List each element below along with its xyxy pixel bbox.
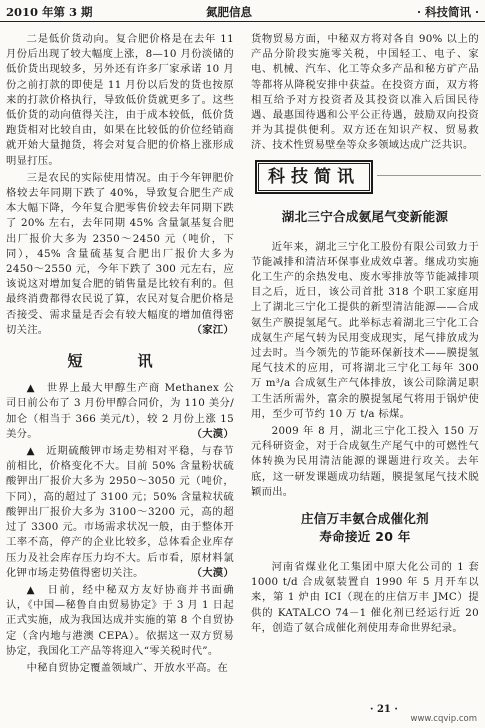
source-credit: （家江） xyxy=(191,323,234,336)
header-rule xyxy=(0,21,485,22)
page-number: · 21 · xyxy=(370,704,398,715)
page-header xyxy=(0,0,485,22)
issue-label: 2010 年第 3 期 xyxy=(6,5,93,19)
paragraph-text: 三是农民的实际使用情况。由于今年钾肥价格较去年同期下跌了 40%，导致复合肥生产成本大幅下降，今年复合肥零售价较去年同期下跌了 20% 左右，去年同期 45% 含量氯基复合肥出厂报价大多为 2350～2450 元（吨价，下同），45% 含量硫基复合肥出厂报价大多为 2450～2550 元，今年下跌了 300 元左右，应该说这对增加复合肥的销售量是比较有利的。但最终消费都得农民说了算，农民对复合肥价格是否接受、需求量是否会有较大幅度的增加值得密切关注。 xyxy=(6,171,234,336)
news-item: ▲ 日前，经中秘双方友好协商并书面确认，《中国—秘鲁自由贸易协定》于 3 月 1 日起正式实施，成为我国达成并实施的第 8 个自贸协定（含内地与港澳 CEPA）。依据这一双方贸易协定，我国化工产品等将迎入“零关税时代”。 xyxy=(6,583,234,657)
paragraph: 近年来，湖北三宁化工股份有限公司致力于节能减排和清洁环保事业成效卓著。继成功实施化工生产的余热发电、废水零排放等节能减排项目之后，近日，该公司首批 318 个职工家庭用上了湖北三宁化工提供的新型清洁能源——合成氨生产膜提氢尾气。此举标志着湖北三宁化工合成氨生产尾气转为民用变成现实，尾气排放成为过去时。当今领先的节能环保新技术——膜提氢尾气技术的应用，可将湖北三宁化工每年 300 万 m³/a 合成氨生产气体排放，该公司除满足职工生活所需外，富余的膜提氢尾气将用于锅炉使用，至少可节约 10 万 t/a 标煤。 xyxy=(251,240,479,420)
news-text: ▲ 近期硫酸钾市场走势相对平稳，与春节前相比，价格变化不大。目前 50% 含量粉状硫酸钾出厂报价大多为 2950～3050 元（吨价，下同），高的超过了 3100 元；50% 含量粒状硫酸钾出厂报价大多为 3100～3200 元，高的超过了 3300 元。市场需求状况一般，由于整体开工率不高，停产的企业比较多，总体看企业库存压力及社会库存压力均不大。后市看，原材料氯化钾市场走势值得密切关注。 xyxy=(6,445,234,579)
source-credit: （大漠） xyxy=(191,427,234,440)
banner-title: 科技简讯 xyxy=(258,163,370,191)
watermark: www.cqvip.com xyxy=(410,714,477,724)
news-item xyxy=(6,381,234,442)
paragraph: 二是低价货动向。复合肥价格是在去年 11 月份后出现了较大幅度上涨，8—10 月份淡储的低价货出现较多，另外还有许多厂家承诺 10 月份之前打款的即使是 11 月份以后发的货也按原来的打款价格执行，导致低价货就更多了。这些低价货的动向值得关注，由于成本较低，低价货跑货相对比较自由，如果在比较低的价位经销商就开始大量抛货，将会对复合肥的价格上涨形成明显打压。 xyxy=(6,33,234,167)
article-title-line: 庄信万丰氨合成催化剂 xyxy=(300,511,429,527)
journal-name: 氮肥信息 xyxy=(206,5,252,19)
paragraph xyxy=(6,171,234,338)
article-title: 湖北三宁合成氨尾气变新能源 xyxy=(281,208,449,224)
left-column xyxy=(6,32,234,678)
section-banner xyxy=(255,160,373,194)
right-column xyxy=(251,32,479,638)
news-item xyxy=(6,444,234,581)
section-title: 短 讯 xyxy=(67,352,173,371)
paragraph: 货物贸易方面，中秘双方将对各自 90% 以上的产品分阶段实施零关税，中国轻工、电子、家电、机械、汽车、化工等众多产品和秘方矿产品等都将从降税安排中获益。在投资方面，双方将相互给予对方投资者及其投资以准入后国民待遇、最惠国待遇和公平公正待遇，鼓励双向投资并为其提供便利。双方还在知识产权、贸易救济、技术性贸易壁垒等众多领域达成广泛共识。 xyxy=(251,33,479,152)
column-label: · 科技简讯 · xyxy=(416,5,479,19)
paragraph: 2009 年 8 月，湖北三宁化工投入 150 万元科研资金，对于合成氨生产尾气中的可燃性气体转换为民用清洁能源的课题进行攻关。去年底，这一研发课题成功结题，膜提氢尾气技术脱颖而出。 xyxy=(251,425,479,498)
news-text: ▲ 世界上最大甲醇生产商 Methanex 公司日前公布了 3 月份甲醇合同价，为 110 美分/加仑（相当于 366 美元/t），较 2 月份上涨 15 美分。 xyxy=(6,382,234,440)
article-title-line: 寿命接近 20 年 xyxy=(319,529,411,545)
paragraph: 中秘自贸协定覆盖领域广、开放水平高。在 xyxy=(26,661,228,674)
source-credit: （大漠） xyxy=(191,566,234,579)
banner-rule xyxy=(377,175,481,176)
article-title xyxy=(251,510,479,546)
paragraph: 河南省煤业化工集团中原大化公司的 1 套 1000 t/d 合成氨装置自 1990 年 5 月开车以来，第 1 炉由 ICI（现在的庄信万丰 JMC）提供的 KATALCO 74－1 催化剂已经运行近 20 年，创造了氨合成催化剂使用寿命世界纪录。 xyxy=(251,561,479,634)
